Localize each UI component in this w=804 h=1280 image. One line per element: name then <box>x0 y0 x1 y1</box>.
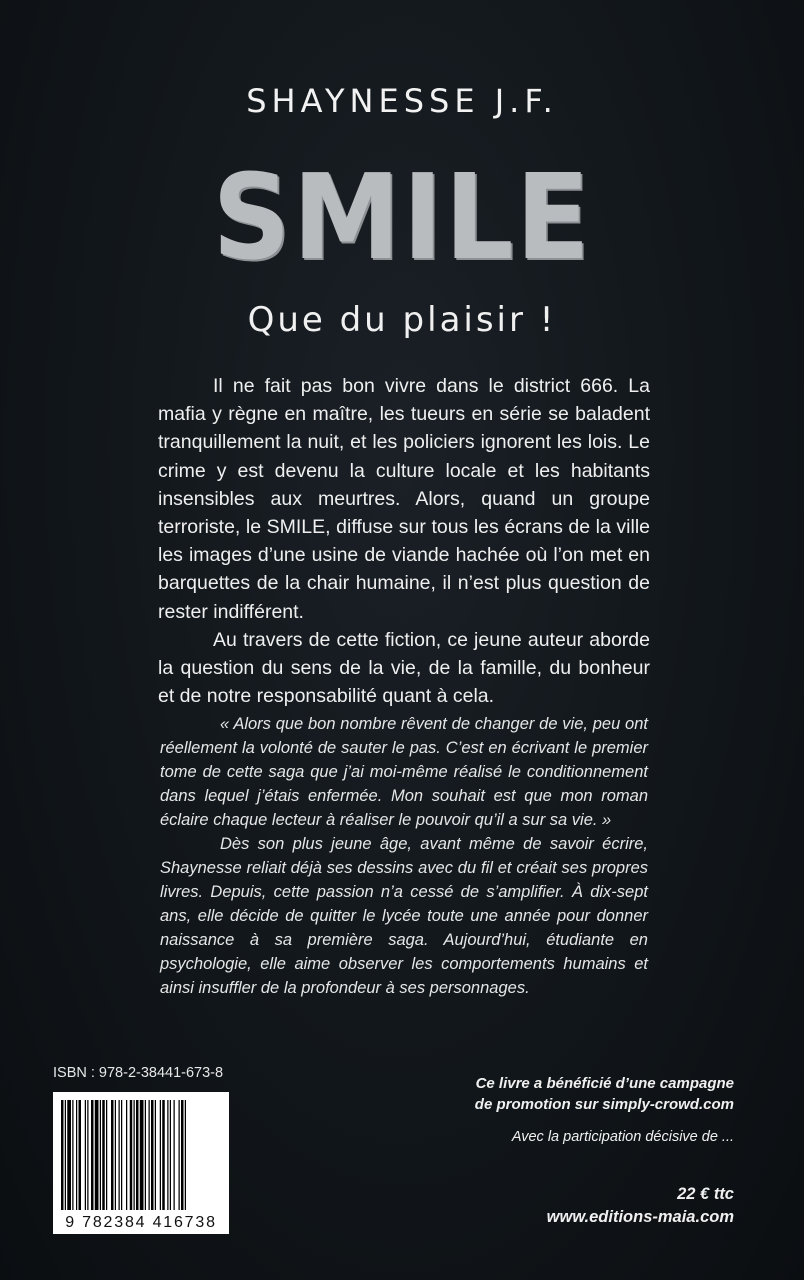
participation-text: Avec la participation décisive de ... <box>511 1129 734 1145</box>
synopsis-paragraph: Au travers de cette fiction, ce jeune auteur aborde la question du sens de la vie, de la famille, du bonheur et de notre responsabilité quant à cela. <box>158 628 650 708</box>
barcode <box>53 1092 229 1234</box>
synopsis <box>158 372 650 710</box>
campaign-line-2: de promotion sur simply-crowd.com <box>474 1096 734 1113</box>
author-bio <box>160 712 648 1000</box>
campaign-line-1: Ce livre a bénéficié d’une campagne <box>475 1075 734 1092</box>
isbn-label: ISBN : 978-2-38441-673-8 <box>53 1065 224 1081</box>
publisher-website: www.editions-maia.com <box>546 1208 734 1226</box>
price: 22 € ttc <box>677 1185 734 1203</box>
author-name: SHAYNESSE J.F. <box>246 82 558 120</box>
barcode-digits: 9 782384 416738 <box>65 1214 217 1231</box>
synopsis-paragraph: Il ne fait pas bon vivre dans le district 666. La mafia y règne en maître, les tueurs en série se baladent tranquillement la nuit, et les policiers ignorent les lois. Le crime y est devenu la culture locale et les habitants insensibles aux meurtres. Alors, quand un groupe terroriste, le SMILE, diffuse sur tous les écrans de la ville les images d’une usine de viande hachée où l’on met en barquettes de la chair humaine, il n’est plus question de rester indifférent. <box>158 375 650 623</box>
barcode-bars <box>59 1100 223 1210</box>
publisher-info <box>404 1073 734 1227</box>
campaign-text <box>404 1073 734 1115</box>
author-quote: « Alors que bon nombre rêvent de changer de vie, peu ont réellement la volonté de sauter le pas. C’est en écrivant le premier tome de cette saga que j’ai moi-même réalisé le conditionnement dans lequel j’étais enfermée. Mon souhait est que mon roman éclaire chaque lecteur à réaliser le pouvoir qu’il a sur sa vie. » <box>160 715 648 829</box>
author-bio-paragraph: Dès son plus jeune âge, avant même de savoir écrire, Shaynesse reliait déjà ses dessins avec du fil et créait ses propres livres. Depuis, cette passion n’a cessé de s’amplifier. À dix-sept ans, elle décide de quitter le lycée toute une année pour donner naissance à sa première saga. Aujourd’hui, étudiante en psychologie, elle aime observer les comportements humains et ainsi insuffler de la profondeur à ses personnages. <box>160 835 648 997</box>
book-title: SMILE <box>212 148 592 286</box>
book-subtitle: Que du plaisir ! <box>247 300 557 340</box>
